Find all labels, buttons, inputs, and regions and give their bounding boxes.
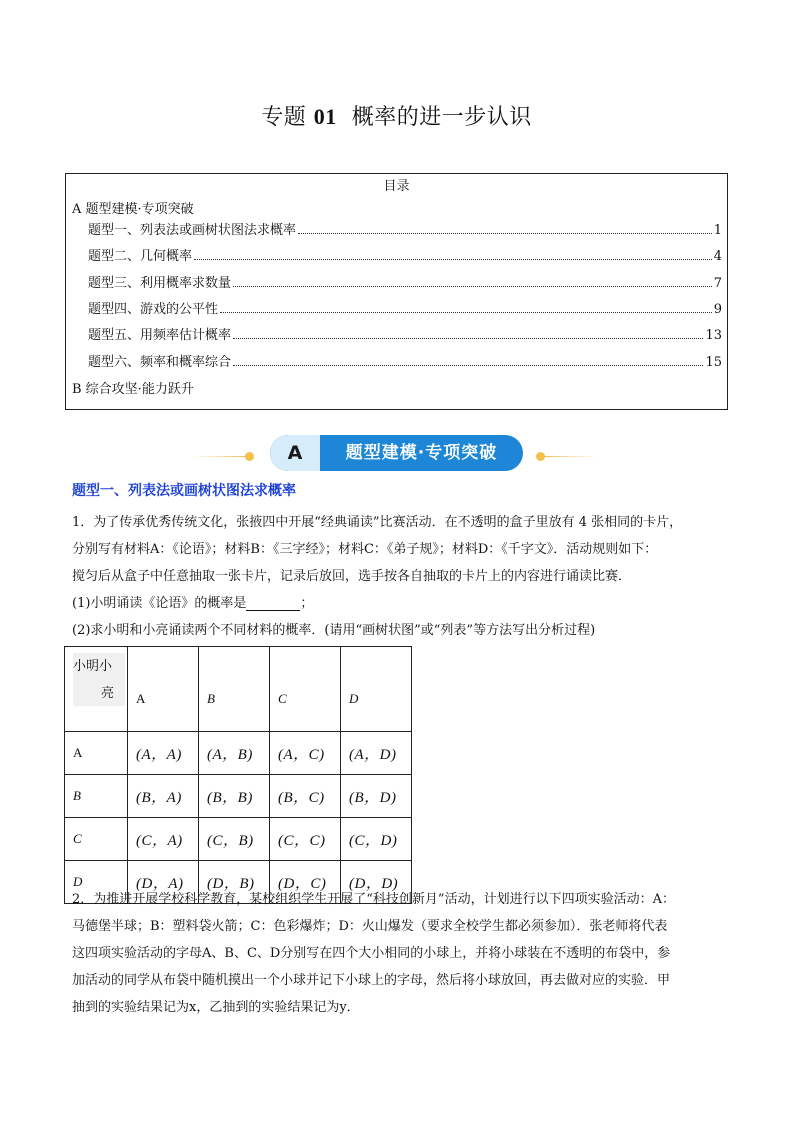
col-header: B bbox=[199, 647, 270, 732]
table-cell: (B，B) bbox=[199, 775, 270, 818]
toc-leader-dots bbox=[298, 232, 712, 234]
row-header: B bbox=[65, 775, 128, 818]
table-cell: (A，D) bbox=[341, 732, 412, 775]
table-cell: (D，D) bbox=[341, 861, 412, 904]
toc-item-label: 题型一、列表法或画树状图法求概率 bbox=[88, 223, 297, 238]
q2-line-2: 马德堡半球；B：塑料袋火箭；C：色彩爆炸；D：火山爆发（要求全校学生都必须参加）．张老师将代表 bbox=[72, 919, 668, 934]
table-cell: (A，B) bbox=[199, 732, 270, 775]
table-cell: (C，D) bbox=[341, 818, 412, 861]
toc-section-b[interactable]: B 综合攻坚·能力跃升 bbox=[72, 382, 194, 397]
toc-item-label: 题型四、游戏的公平性 bbox=[88, 302, 219, 317]
toc-item-page: 9 bbox=[713, 302, 722, 317]
q1-part-1-text: (1)小明诵读《论语》的概率是 bbox=[72, 596, 247, 611]
title-text: 概率的进一步认识 bbox=[351, 105, 532, 130]
toc-item[interactable] bbox=[88, 272, 722, 290]
toc-item-label: 题型三、利用概率求数量 bbox=[88, 276, 232, 291]
row-header: A bbox=[65, 732, 128, 775]
q1-part-2: (2)求小明和小亮诵读两个不同材料的概率．(请用“画树状图”或“列表”等方法写出分析过程) bbox=[72, 623, 596, 638]
toc-item-page: 13 bbox=[705, 328, 722, 343]
banner-left-dot bbox=[245, 452, 254, 461]
page-title bbox=[0, 100, 793, 131]
table-cell: (C，C) bbox=[270, 818, 341, 861]
q1-line-2: 分别写有材料A：《论语》；材料B：《三字经》；材料C：《弟子规》；材料D：《千字文》．活动规则如下： bbox=[72, 542, 658, 557]
table-cell: (B，D) bbox=[341, 775, 412, 818]
table-cell: (D，A) bbox=[128, 861, 199, 904]
toc-item[interactable] bbox=[88, 351, 722, 369]
probability-table bbox=[64, 646, 412, 904]
toc-item-label: 题型五、用频率估计概率 bbox=[88, 328, 232, 343]
q2-line-3: 这四项实验活动的字母A、B、C、D分别写在四个大小相同的小球上，并将小球装在不透明的布袋中，参 bbox=[72, 946, 671, 961]
table-cell: (A，A) bbox=[128, 732, 199, 775]
toc-item-label: 题型二、几何概率 bbox=[88, 249, 193, 264]
banner-letter: A bbox=[270, 435, 320, 471]
banner-pill bbox=[270, 435, 523, 471]
corner-label-top: 小明小 bbox=[73, 659, 113, 674]
toc-item[interactable] bbox=[88, 219, 722, 237]
table-cell: (C，A) bbox=[128, 818, 199, 861]
table-cell: (A，C) bbox=[270, 732, 341, 775]
table-corner-cell bbox=[65, 647, 128, 732]
answer-blank[interactable] bbox=[246, 596, 300, 611]
q1-line-1: 1．为了传承优秀传统文化，张掖四中开展“经典诵读”比赛活动．在不透明的盒子里放有 4 张相同的卡片， bbox=[72, 515, 683, 530]
q2-line-5: 抽到的实验结果记为x，乙抽到的实验结果记为y． bbox=[72, 1000, 360, 1015]
q1-part-1 bbox=[72, 592, 313, 611]
banner-left-line bbox=[193, 456, 245, 457]
table-row bbox=[65, 818, 412, 861]
q2-line-1: 2．为推进开展学校科学教育，某校组织学生开展了“科技创新月”活动，计划进行以下四项实验活动：A： bbox=[72, 892, 675, 907]
banner-title: 题型建模·专项突破 bbox=[345, 443, 498, 463]
toc-item[interactable] bbox=[88, 324, 722, 342]
q1-line-3: 搅匀后从盒子中任意抽取一张卡片，记录后放回，选手按各自抽取的卡片上的内容进行诵读比赛． bbox=[72, 569, 632, 584]
toc-item-page: 7 bbox=[713, 276, 722, 291]
toc-item-page: 15 bbox=[705, 355, 722, 370]
toc-leader-dots bbox=[220, 311, 712, 313]
col-header: C bbox=[270, 647, 341, 732]
toc-leader-dots bbox=[233, 337, 703, 339]
toc-item-page: 1 bbox=[713, 223, 722, 238]
table-cell: (D，C) bbox=[270, 861, 341, 904]
toc-heading: 目录 bbox=[383, 179, 410, 194]
banner-right-line bbox=[544, 456, 598, 457]
table-cell: (C，B) bbox=[199, 818, 270, 861]
toc-item-label: 题型六、频率和概率综合 bbox=[88, 355, 232, 370]
corner-label-bottom: 亮 bbox=[101, 686, 115, 701]
table-cell: (B，C) bbox=[270, 775, 341, 818]
toc-item[interactable] bbox=[88, 245, 722, 263]
title-number: 01 bbox=[313, 104, 337, 129]
toc-section-a[interactable]: A 题型建模·专项突破 bbox=[72, 202, 194, 217]
q1-part-1-end: ； bbox=[300, 596, 314, 611]
toc-item-page: 4 bbox=[713, 249, 722, 264]
table-row bbox=[65, 775, 412, 818]
row-header: C bbox=[65, 818, 128, 861]
title-prefix: 专题 bbox=[261, 105, 307, 130]
type-heading: 题型一、列表法或画树状图法求概率 bbox=[72, 483, 296, 499]
toc-leader-dots bbox=[233, 364, 703, 366]
table-header-row bbox=[65, 647, 412, 732]
row-header: D bbox=[65, 861, 128, 904]
table-cell: (D，B) bbox=[199, 861, 270, 904]
table-row bbox=[65, 732, 412, 775]
toc-item[interactable] bbox=[88, 298, 722, 316]
section-banner bbox=[0, 435, 793, 473]
toc-leader-dots bbox=[233, 285, 712, 287]
toc-leader-dots bbox=[194, 258, 712, 260]
col-header: A bbox=[128, 647, 199, 732]
q2-line-4: 加活动的同学从布袋中随机摸出一个小球并记下小球上的字母，然后将小球放回，再去做对应的实验．甲 bbox=[72, 973, 671, 988]
table-of-contents bbox=[65, 173, 728, 410]
table-cell: (B，A) bbox=[128, 775, 199, 818]
col-header: D bbox=[341, 647, 412, 732]
